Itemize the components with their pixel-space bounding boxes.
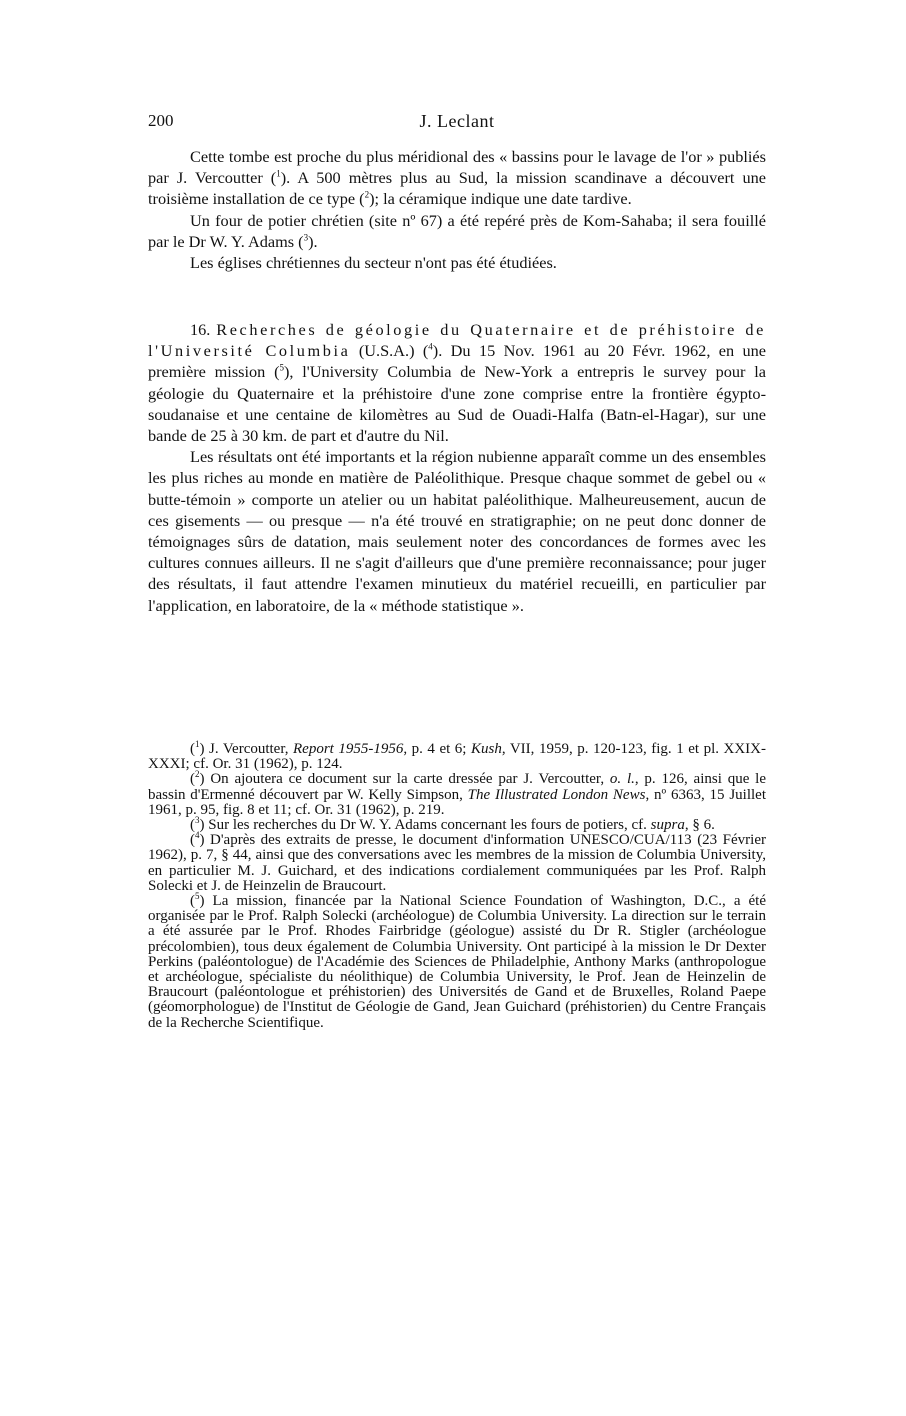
section-heading: Recherches de géologie du Quaternaire et de préhistoire de l'Université Columbia <box>148 320 766 361</box>
footnotes <box>148 739 767 1031</box>
paragraph: Un four de potier chrétien (site nº 67) a été repéré près de Kom-Sahaba; il sera fouillé par le Dr W. Y. Adams ($^3$). <box>148 210 766 251</box>
book-page <box>148 0 766 1416</box>
footnote-ref: 2 <box>364 189 370 200</box>
footnote-ref: 5 <box>279 362 284 373</box>
page-header <box>148 111 766 137</box>
footnote-ref: 4 <box>428 341 433 352</box>
paragraph: Les résultats ont été importants et la région nubienne apparaît comme un des ensembles les plus riches au monde en matière de Paléolithique. Presque chaque sommet de gebel ou « butte-témoin » comporte un atelier ou un habitat paléolithique. Malheureusement, aucun de ces gisements — ou presque — n'a été trouvé en stratigraphie; on ne peut donc donner de témoignages sûrs de datation, mais seulement noter des concordances de formes avec les cultures connues ailleurs. Il ne s'agit d'ailleurs que d'une première reconnaissance; pour juger des résultats, il faut attendre l'examen minutieux du matériel recueilli, en particulier par l'application, en laboratoire, de la « méthode statistique ». <box>148 447 766 615</box>
section-number: 16. <box>190 320 211 339</box>
footnote: ($^5$) La mission, financée par la National Science Foundation of Washington, D.C., a été organisée par le Prof. Ralph Solecki (archéologue) de Columbia University. La direction sur le terrain a été assurée par le Prof. Rhodes Fairbridge (géologue) assisté du Dr R. Stigler (archéologue précolombien), tous deux également de Columbia University. Ont participé à la mission le Dr Dexter Perkins (paléontologue) de l'Académie des Sciences de Philadelphie, Anthony Marks (anthropologue et archéologue, spécialiste du néolithique) de Columbia University, le Prof. Jean de Heinzelin de Braucourt (paléontologue et préhistorien) des Universités de Gand et de Bruxelles, Roland Paepe (géomorphologue) de l'Institut de Géologie de Gand, Jean Guichard (préhistorien) du Centre Français de la Recherche Scientifique. <box>148 891 766 1031</box>
running-head: J. Leclant <box>419 111 495 131</box>
footnote-ref: 3 <box>303 232 309 243</box>
paragraph: Les églises chrétiennes du secteur n'ont pas été étudiées. <box>190 253 557 273</box>
main-text <box>148 146 766 273</box>
footnote: ($^2$) On ajoutera ce document sur la carte dressée par J. Vercoutter, o. l., p. 126, ainsi que le bassin d'Ermenné découvert par W. Kelly Simpson, The Illustrated London News, nº 6363, 15 Juillet 1961, p. 95, fig. 8 et 11; cf. Or. 31 (1962), p. 219. <box>148 769 766 818</box>
paragraph: Cette tombe est proche du plus méridional des « bassins pour le lavage de l'or » publiés par J. Vercoutter ($^1$). A 500 mètres plus au Sud, la mission scandinave a découvert une troisième installation de ce type ($^2$); la céramique indique une date tardive. <box>148 147 766 209</box>
footnote: ($^1$) J. Vercoutter, Report 1955-1956, p. 4 et 6; Kush, VII, 1959, p. 120-123, fig. 1 et pl. XXIX-XXXI; cf. Or. 31 (1962), p. 124. <box>148 739 767 773</box>
page-number: 200 <box>148 111 174 130</box>
footnote: ($^3$) Sur les recherches du Dr W. Y. Adams concernant les fours de potiers, cf. supra, § 6. <box>190 815 715 834</box>
section-16 <box>148 319 766 616</box>
section-heading-paragraph: 16. Recherches de géologie du Quaternaire et de préhistoire de l'Université Columbia (U.S.A.) ($^4$). Du 15 Nov. 1961 au 20 Févr. 1962, en une première mission ($^5$), l'University Columbia de New-York a entrepris le survey pour la géologie du Quaternaire et la préhistoire d'une zone comprise entre la frontière égypto-soudanaise et une centaine de kilomètres au Sud de Ouadi-Halfa (Batn-el-Hagar), sur une bande de 25 à 30 km. de part et d'autre du Nil. <box>148 320 767 446</box>
footnote: ($^4$) D'après des extraits de presse, le document d'information UNESCO/CUA/113 (23 Février 1962), p. 7, § 44, ainsi que des conversations avec les membres de la mission de Columbia University, en particulier M. J. Guichard, et des indications cordialement communiquées par les Prof. Ralph Solecki et J. de Heinzelin de Braucourt. <box>148 830 766 894</box>
footnote-ref: 1 <box>276 168 281 179</box>
